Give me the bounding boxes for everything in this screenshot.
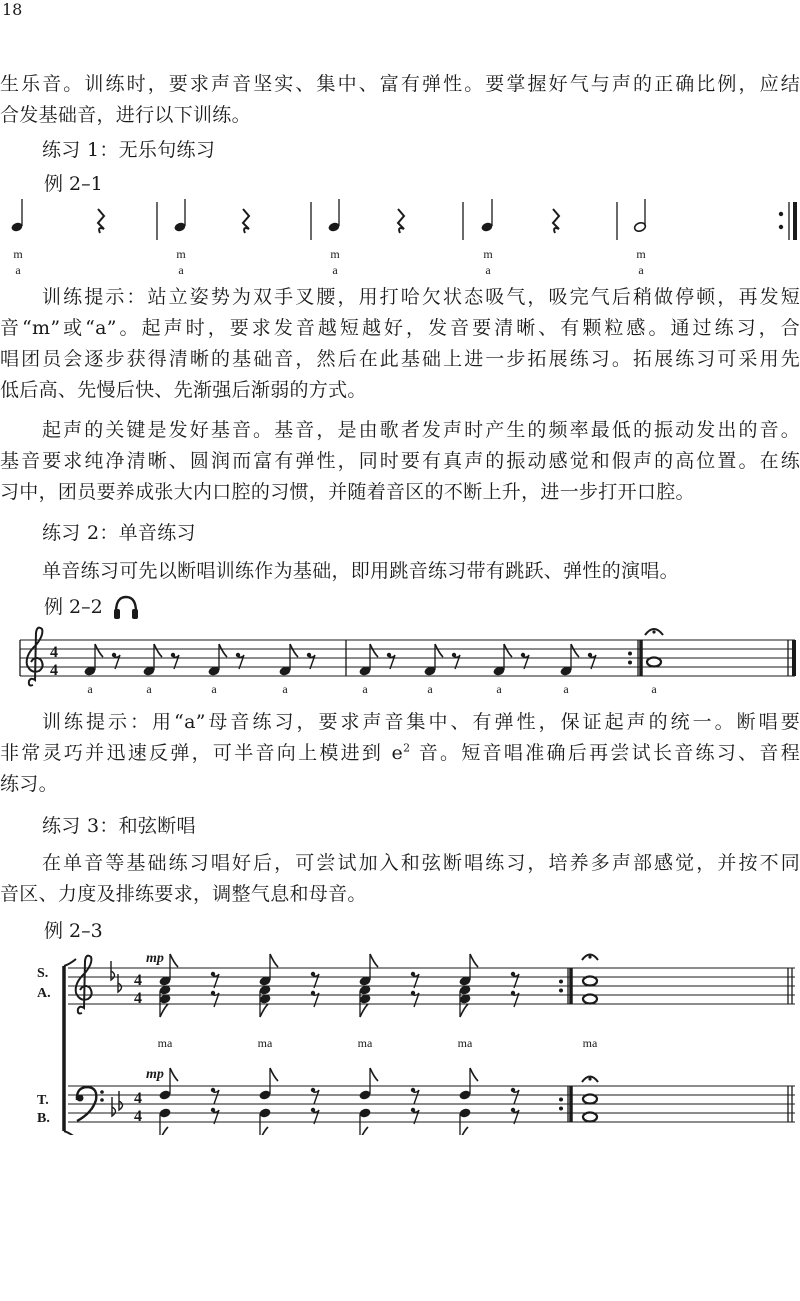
syllable-m: m xyxy=(636,247,646,261)
ex3-intro-line2: 音区、力度及排练要求，调整气息和母音。 xyxy=(0,883,367,905)
dynamic-mp-upper: mp xyxy=(146,951,164,966)
quarter-note-1 xyxy=(10,199,23,233)
time-sig-top: 4 xyxy=(134,972,142,989)
tip2-line2: 非常灵巧并迅速反弹，可半音向上模进到 $e^2$ 音。短音唱准确后再尝试长音练习、音程 xyxy=(0,741,800,764)
para2-line3: 习中，团员要养成张大内口腔的习惯，并随着音区的不断上升，进一步打开口腔。 xyxy=(0,481,695,503)
headphones-icon xyxy=(112,594,140,620)
soprano-eighth-note xyxy=(358,954,378,987)
label-tenor: T. xyxy=(37,1093,49,1108)
eighth-rest xyxy=(211,1088,219,1104)
final-chord-lower xyxy=(582,1077,598,1122)
syllable-m: m xyxy=(483,247,493,261)
fermata-icon xyxy=(645,629,663,635)
para2-line2: 基音要求纯净清晰、圆润而富有弹性，同时要有真声的振动感觉和假声的高位置。在练 xyxy=(0,450,800,472)
syllable: ma xyxy=(357,1036,373,1050)
syllable: a xyxy=(563,682,569,696)
treble-clef-icon xyxy=(27,628,43,686)
syllable: ma xyxy=(157,1036,173,1050)
eighth-rest xyxy=(311,991,319,1007)
syllable-m: m xyxy=(13,247,23,261)
page-number: 18 xyxy=(2,0,23,19)
bass-eighth-note xyxy=(258,1107,271,1135)
quarter-rest-1 xyxy=(98,209,104,233)
syllable: ma xyxy=(457,1036,473,1050)
staff-ex2-2 xyxy=(0,625,800,700)
soprano-eighth-note xyxy=(458,954,478,987)
syllable: a xyxy=(146,682,152,696)
syllable: ma xyxy=(582,1036,598,1050)
para1-line1: 生乐音。训练时，要求声音坚实、集中、富有弹性。要掌握好气与声的正确比例，应结 xyxy=(0,73,800,95)
eighth-rest xyxy=(311,1088,319,1104)
quarter-rest-4 xyxy=(553,209,559,233)
eighth-rest xyxy=(211,991,219,1007)
syllable: a xyxy=(651,682,657,696)
ex3-intro-line1: 在单音等基础练习唱好后，可尝试加入和弦断唱练习，培养多声部感觉，并按不同 xyxy=(42,852,800,874)
syllable: a xyxy=(427,682,433,696)
rhythm-notation-ex2-1 xyxy=(0,195,800,285)
ex2-example-label: 例 2–2 xyxy=(44,596,103,618)
label-bass: B. xyxy=(37,1111,50,1126)
treble-clef-icon xyxy=(76,956,92,1014)
bass-eighth-note xyxy=(358,1107,371,1135)
tenor-eighth-note xyxy=(258,1068,278,1101)
time-sig-top: 4 xyxy=(134,1090,142,1107)
soprano-eighth-note xyxy=(258,954,278,987)
syllable-m: m xyxy=(176,247,186,261)
ex3-example-label: 例 2–3 xyxy=(44,920,103,942)
para1-line2: 合发基础音，进行以下训练。 xyxy=(0,104,251,126)
ex1-heading: 练习 1：无乐句练习 xyxy=(42,139,216,161)
dynamic-mp-lower: mp xyxy=(146,1067,164,1082)
choral-score-ex2-3 xyxy=(0,950,800,1135)
bass-eighth-note xyxy=(158,1107,171,1135)
syllable: a xyxy=(362,682,368,696)
eighth-rest xyxy=(411,1088,419,1104)
tip1-line1: 训练提示：站立姿势为双手叉腰，用打哈欠状态吸气，吸完气后稍做停顿，再发短 xyxy=(42,286,800,308)
bass-eighth-note xyxy=(458,1107,471,1135)
syllable-a: a xyxy=(485,263,491,277)
syllable: a xyxy=(211,682,217,696)
syllable: a xyxy=(87,682,93,696)
quarter-note-2 xyxy=(173,199,186,233)
quarter-rest-3 xyxy=(398,209,404,233)
half-note xyxy=(633,199,646,233)
whole-note xyxy=(647,658,661,667)
ex2-heading: 练习 2：单音练习 xyxy=(42,522,196,544)
tip1-line4: 低后高、先慢后快、先渐强后渐弱的方式。 xyxy=(0,379,367,401)
syllable-a: a xyxy=(15,263,21,277)
syllable: a xyxy=(496,682,502,696)
tip2-line1: 训练提示：用“a”母音练习，要求声音集中、有弹性，保证起声的统一。断唱要 xyxy=(42,711,800,733)
syllable-a: a xyxy=(332,263,338,277)
label-alto: A. xyxy=(37,986,51,1001)
eighth-rest xyxy=(511,991,519,1007)
quarter-note-3 xyxy=(327,199,340,233)
label-soprano: S. xyxy=(37,966,49,981)
time-sig-bottom: 4 xyxy=(134,990,142,1007)
syllable-a: a xyxy=(638,263,644,277)
ex1-example-label: 例 2–1 xyxy=(44,173,103,195)
flat-sign-icon xyxy=(111,961,123,1116)
tip1-line3: 唱团员会逐步获得清晰的基础音，然后在此基础上进一步拓展练习。拓展练习可采用先 xyxy=(0,348,800,370)
ex3-heading: 练习 3：和弦断唱 xyxy=(42,815,196,837)
quarter-note-4 xyxy=(480,199,493,233)
tip1-line2: 音“m”或“a”。起声时，要求发音越短越好，发音要清晰、有颗粒感。通过练习，合 xyxy=(0,317,800,339)
tip2-line3: 练习。 xyxy=(0,773,58,795)
time-sig-bottom: 4 xyxy=(50,662,58,679)
eighth-rest xyxy=(511,1088,519,1104)
time-sig-bottom: 4 xyxy=(134,1108,142,1125)
syllable: a xyxy=(282,682,288,696)
ex2-intro: 单音练习可先以断唱训练作为基础，即用跳音练习带有跳跃、弹性的演唱。 xyxy=(42,560,679,582)
syllable-m: m xyxy=(330,247,340,261)
final-chord-upper xyxy=(582,955,598,1004)
tenor-eighth-note xyxy=(458,1068,478,1101)
para2-line1: 起声的关键是发好基音。基音，是由歌者发声时产生的频率最低的振动发出的音。 xyxy=(42,419,800,441)
quarter-rest-2 xyxy=(243,209,249,233)
tenor-eighth-note xyxy=(358,1068,378,1101)
time-sig-top: 4 xyxy=(50,644,58,661)
syllable: ma xyxy=(257,1036,273,1050)
syllable-a: a xyxy=(178,263,184,277)
eighth-rest xyxy=(411,991,419,1007)
